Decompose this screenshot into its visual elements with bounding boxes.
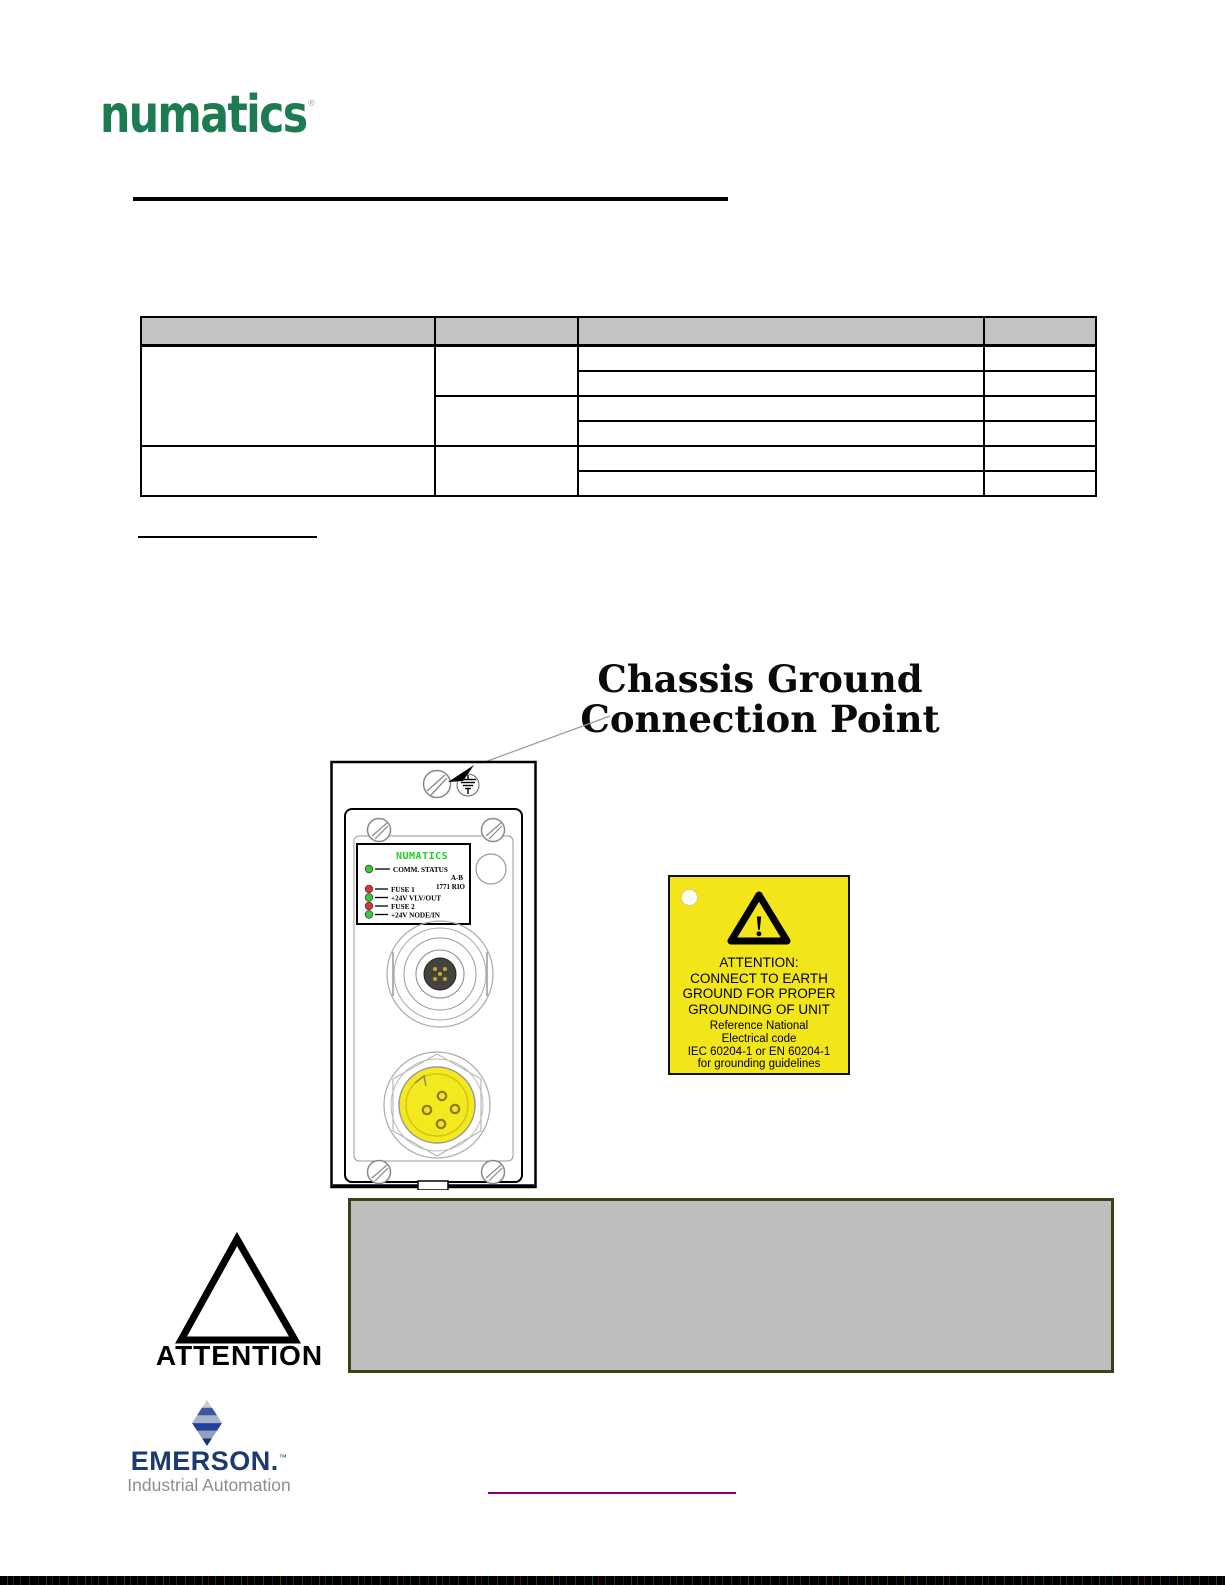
table-cell xyxy=(984,471,1096,496)
label-hole xyxy=(682,890,697,905)
mounting-tab xyxy=(418,1181,448,1190)
spec-table xyxy=(140,316,1097,497)
screw-icon xyxy=(482,1161,505,1184)
table-cell xyxy=(435,446,578,496)
protocol-line-2: 1771 RIO xyxy=(436,883,465,891)
table-cell xyxy=(578,396,984,421)
table-header-cell xyxy=(141,317,435,346)
node-module-diagram xyxy=(330,760,537,1190)
led-label: COMM. STATUS xyxy=(393,866,448,874)
table-cell xyxy=(984,446,1096,471)
emerson-name-text: EMERSON. xyxy=(130,1446,279,1476)
table-row xyxy=(141,346,1096,372)
table-cell xyxy=(984,371,1096,396)
callout-line-1: Chassis Ground xyxy=(597,657,923,701)
table-cell xyxy=(435,346,578,397)
attention-triangle-icon xyxy=(175,1232,303,1347)
module-brand-text: NUMATICS xyxy=(396,851,449,862)
table-cell xyxy=(141,346,435,447)
exclamation-glyph: ! xyxy=(754,910,764,943)
table-cell xyxy=(578,446,984,471)
emerson-tagline: Industrial Automation xyxy=(127,1475,291,1495)
screw-icon xyxy=(368,819,391,842)
table-header-cell xyxy=(984,317,1096,346)
trademark-mark: ™ xyxy=(278,1453,288,1462)
table-header-cell xyxy=(435,317,578,346)
label-line: CONNECT TO EARTH xyxy=(690,970,828,986)
label-small-line: for grounding guidelines xyxy=(697,1058,821,1071)
label-line: GROUNDING OF UNIT xyxy=(688,1001,830,1017)
attention-word: ATTENTION xyxy=(155,1340,324,1371)
screw-icon xyxy=(368,1161,391,1184)
numatics-logo-text: numatics xyxy=(100,85,307,145)
section-heading-rule xyxy=(133,197,728,201)
power-connector xyxy=(384,1052,490,1158)
attention-text-box xyxy=(348,1198,1114,1373)
table-cell xyxy=(578,371,984,396)
screw-icon xyxy=(482,819,505,842)
table-cell xyxy=(141,446,435,496)
table-cell xyxy=(984,396,1096,421)
table-row xyxy=(141,446,1096,471)
led-label: FUSE 1 xyxy=(391,886,415,894)
table-cell xyxy=(578,421,984,446)
warning-triangle-icon xyxy=(727,890,791,946)
label-line: GROUND FOR PROPER xyxy=(682,986,836,1001)
chassis-ground-callout xyxy=(580,657,940,741)
callout-line-2: Connection Point xyxy=(580,696,940,741)
table-cell xyxy=(578,471,984,496)
grounding-attention-label xyxy=(668,875,850,1075)
registered-mark: ® xyxy=(308,98,315,108)
led-label: FUSE 2 xyxy=(391,903,415,911)
emerson-diamond-icon xyxy=(192,1400,222,1446)
table-cell xyxy=(435,396,578,446)
label-small-line: IEC 60204-1 or EN 60204-1 xyxy=(687,1045,831,1058)
label-small-line: Reference National xyxy=(709,1020,809,1032)
led-label: +24V VLV/OUT xyxy=(391,894,442,903)
table-header-cell xyxy=(578,317,984,346)
footer-link-underline[interactable] xyxy=(488,1492,736,1494)
bottom-scan-bar xyxy=(0,1576,1225,1585)
led-label: +24V NODE/IN xyxy=(391,911,440,920)
table-header-row xyxy=(141,317,1096,346)
subsection-heading-rule xyxy=(138,536,317,538)
table-cell xyxy=(984,421,1096,446)
label-title: ATTENTION: xyxy=(719,955,799,970)
protocol-line-1: A-B xyxy=(450,874,463,882)
label-small-line: Electrical code xyxy=(721,1032,797,1045)
emerson-wordmark xyxy=(120,1446,298,1477)
table-cell xyxy=(578,346,984,372)
chassis-ground-screw-icon xyxy=(424,771,451,798)
table-cell xyxy=(984,346,1096,372)
